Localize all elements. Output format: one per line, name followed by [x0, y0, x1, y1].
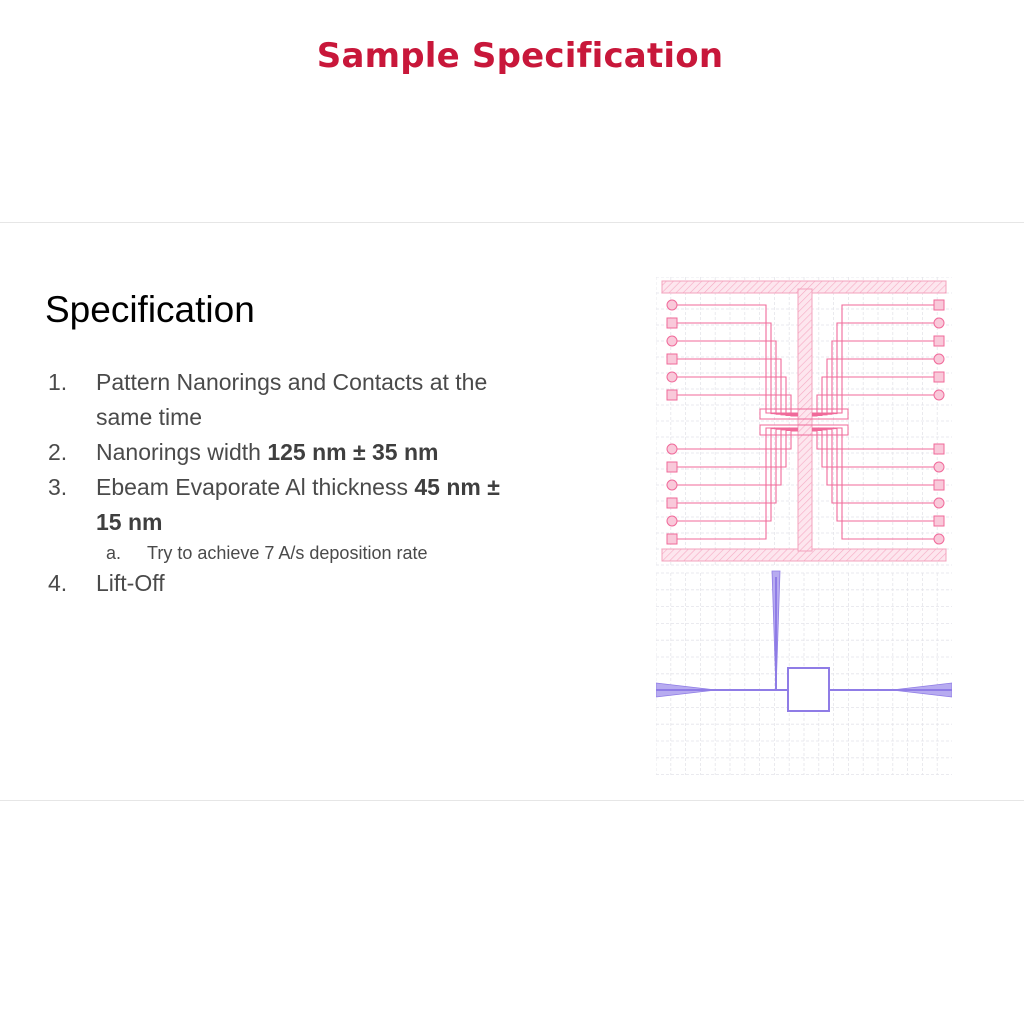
- spec-item-4: [45, 566, 525, 601]
- contact-pad: [934, 336, 944, 346]
- sub-number: a.: [106, 543, 122, 563]
- contact-pad: [667, 480, 677, 490]
- page-title: Sample Specification: [316, 36, 724, 76]
- lead-trace: [812, 429, 936, 521]
- lithography-layout-figure: [656, 277, 952, 775]
- contact-pad: [667, 354, 677, 364]
- spec-text: Lift-Off: [96, 570, 165, 596]
- ring-square: [788, 668, 829, 711]
- spec-value: 45 nm ± 15 nm: [96, 474, 500, 535]
- lead-trace: [812, 428, 936, 539]
- lead-trace: [672, 429, 798, 503]
- spec-text: Ebeam Evaporate Al thickness: [96, 474, 415, 500]
- contact-pad: [667, 300, 677, 310]
- spec-number: 3.: [48, 474, 68, 500]
- spec-text: Nanorings width: [96, 439, 268, 465]
- lead-trace: [672, 377, 798, 415]
- contact-pad: [934, 354, 944, 364]
- contact-pad: [667, 516, 677, 526]
- contact-pad: [667, 318, 677, 328]
- lead-trace: [672, 323, 798, 414]
- lead-trace: [812, 430, 936, 485]
- contact-pad: [934, 318, 944, 328]
- sub-list: [96, 540, 525, 566]
- contact-pad: [667, 462, 677, 472]
- spec-number: 2.: [48, 439, 68, 465]
- lead-trace: [812, 359, 936, 415]
- contact-pad: [934, 534, 944, 544]
- sub-text: Try to achieve 7 A/s deposition rate: [147, 543, 428, 563]
- lead-trace: [812, 377, 936, 415]
- slide: [0, 222, 1024, 801]
- contact-pad: [934, 462, 944, 472]
- contact-pad: [667, 336, 677, 346]
- lead-trace: [812, 341, 936, 414]
- lead-trace: [812, 429, 936, 503]
- lead-trace: [812, 431, 936, 449]
- spec-text: Pattern Nanorings and Contacts at the same time: [96, 369, 488, 430]
- spec-number: 1.: [48, 369, 68, 395]
- contact-pad: [934, 516, 944, 526]
- spec-value: 125 nm ± 35 nm: [267, 439, 439, 465]
- contact-pad: [934, 300, 944, 310]
- spec-item-1: [45, 365, 525, 435]
- contact-pad: [934, 372, 944, 382]
- contact-pad: [667, 534, 677, 544]
- spec-item-2: [45, 435, 525, 470]
- spec-item-3: [45, 470, 525, 566]
- contact-pad: [934, 498, 944, 508]
- lead-trace: [672, 430, 798, 485]
- lead-trace: [672, 431, 798, 449]
- contact-pad: [934, 390, 944, 400]
- lead-trace: [672, 428, 798, 539]
- contact-pad: [934, 480, 944, 490]
- lead-trace: [672, 359, 798, 415]
- contact-pad: [667, 498, 677, 508]
- spec-number: 4.: [48, 570, 68, 596]
- lead-trace: [812, 323, 936, 414]
- center-vertical-bar: [798, 289, 812, 551]
- contact-pad: [667, 444, 677, 454]
- sub-item-a: [96, 540, 525, 566]
- lead-trace: [672, 341, 798, 414]
- spec-list: [45, 365, 525, 601]
- contact-pad: [667, 390, 677, 400]
- slide-heading: Specification: [45, 289, 255, 330]
- contact-pad: [934, 444, 944, 454]
- contact-pad: [667, 372, 677, 382]
- lead-trace: [672, 429, 798, 521]
